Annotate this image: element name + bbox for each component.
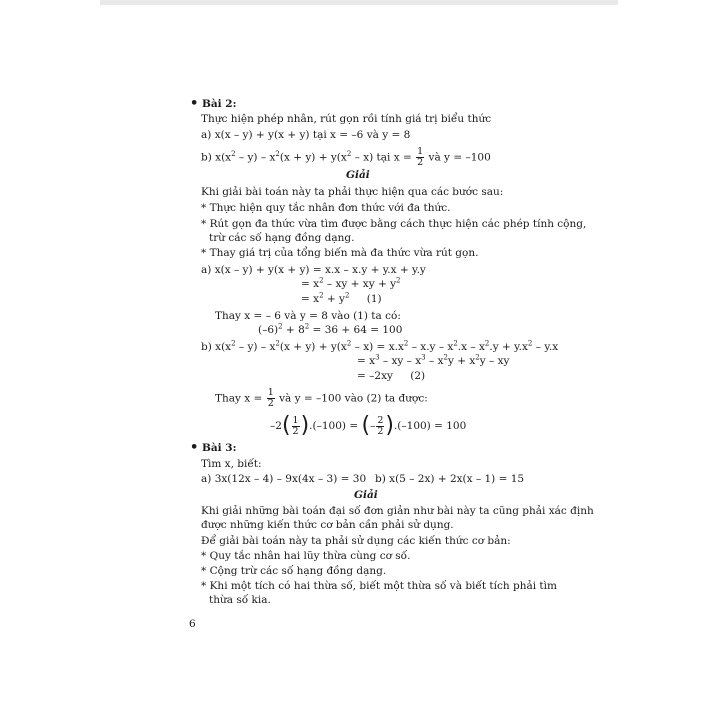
step-2: * Rút gọn đa thức vừa tìm được bằng cách thực hiện các phép tính cộng, [201,218,587,230]
solution-a-line-1: a) x(x – y) + y(x + y) = x.x – x.y + y.x + y.y [201,264,426,276]
exercise-2-part-b: b) $x(x^2 - y) - x^2(x + y) + y(x^2 - x)$ tại x = $\frac{1}{2}$ và y = –100 [201,146,491,168]
exercise-2-part-a: a) x(x – y) + y(x + y) tại x = –6 và y = 8 [201,129,411,141]
solution-b-line-3: = –2xy (2) [357,370,426,382]
exercise-2-heading [190,97,236,111]
solution-3-intro-2: được những kiến thức cơ bản cần phải sử dụng. [201,519,454,531]
solution-b-line-1: b) $x(x^2 - y) - x^2(x + y) + y(x^2 - x) = x.x^2 - x.y - x^2.x - x^2.y + y.x^2 - y.x$ [201,339,559,353]
rule-3-continued: thừa số kia. [209,594,271,606]
exercise-3-task: Tìm x, biết: [201,458,262,470]
step-2-continued: trừ các số hạng đồng dạng. [209,232,355,244]
calculation-b: –2( $\frac{1}{2}$ ).(–100) = (– $\frac{2}{2}$ ).(–100) = 100 [270,413,467,438]
solution-3-intro-1: Khi giải những bài toán đại số đơn giản như bài này ta cũng phải xác định [201,505,594,517]
substitution-a: Thay x = – 6 và y = 8 vào (1) ta có: [215,310,401,322]
bullet-icon: • [190,440,199,455]
rule-1: * Quy tắc nhân hai lũy thừa cùng cơ số. [201,550,411,562]
substitution-b: Thay x = $\frac{1}{2}$ và y = –100 vào (2) ta được: [215,387,428,409]
rule-3: * Khi một tích có hai thừa số, biết một thừa số và biết tích phải tìm [201,580,557,592]
solution-3-intro-3: Để giải bài toán này ta phải sử dụng các kiến thức cơ bản: [201,535,511,547]
solution-heading-3: Giải [354,489,378,501]
solution-heading-2: Giải [346,169,370,181]
rule-2: * Cộng trừ các số hạng đồng dạng. [201,565,387,577]
exercise-2-title: Bài 2: [201,98,237,110]
bullet-icon: • [190,96,199,111]
fraction-one-half: $\frac{1}{2}$ [267,387,274,409]
exercise-3-title: Bài 3: [201,442,237,454]
exercise-2-task: Thực hiện phép nhân, rút gọn rồi tính giá trị biểu thức [201,113,492,125]
step-3: * Thay giá trị của tổng biến mà đa thức vừa rút gọn. [201,247,479,259]
fraction-one-half: $\frac{1}{2}$ [417,146,424,168]
equation-tag-2: (2) [410,370,426,382]
exercise-3-part-b: b) x(5 – 2x) + 2x(x – 1) = 15 [375,473,525,485]
calculation-a: $(-6)^2 + 8^2 = 36 + 64 = 100$ [258,322,403,336]
equation-tag-1: (1) [366,293,382,305]
step-1: * Thực hiện quy tắc nhân đơn thức với đa thức. [201,202,451,214]
solution-a-line-2: = $x^2$ – xy + xy + $y^2$ [301,276,401,290]
solution-a-line-3: = $x^2 + y^2$ (1) [301,291,382,305]
solution-2-intro: Khi giải bài toán này ta phải thực hiện qua các bước sau: [201,186,504,198]
exercise-3-part-a: a) 3x(12x – 4) – 9x(4x – 3) = 30 [201,473,367,485]
exercise-3-heading [190,441,236,455]
solution-b-line-2: = $x^3$ – xy – $x^3 - x^2y + x^2y$ – xy [357,353,510,367]
page-number: 6 [189,618,196,630]
